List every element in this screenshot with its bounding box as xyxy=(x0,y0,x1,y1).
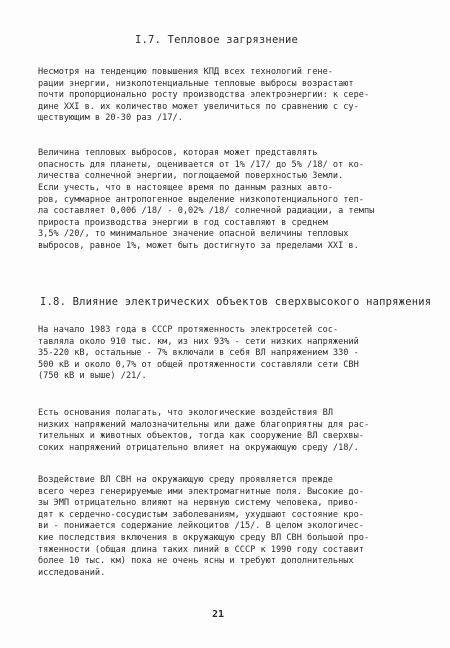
section-heading: I.7. Тепловое загрязнение xyxy=(135,34,299,46)
text-line: 3,5% /20/, то минимальное значение опасной величины тепловых xyxy=(38,229,349,240)
text-line: дине XXI в. их количество может увеличиться по сравнению с су- xyxy=(38,101,359,112)
page-number: 21 xyxy=(212,609,225,620)
text-line: низких напряжений малозначительны или даже благоприятны для рас- xyxy=(38,419,370,430)
text-line: прироста производства энергии в год составляют в среднем xyxy=(38,217,328,228)
text-line: Несмотря на тенденцию повышения КПД всех технологий гене- xyxy=(38,67,333,77)
text-line: ви - понижается содержание лейкоцитов /15/. В целом экологичес- xyxy=(38,521,364,532)
text-line: ществующим в 20-30 раз /17/. xyxy=(38,113,183,124)
text-line: На начало 1983 года в СССР протяженность электросетей сос- xyxy=(38,325,339,335)
text-line: личества солнечной энергии, поглощаемой поверхностью Земли. xyxy=(38,171,344,182)
text-line: ров, суммарное антропогенное выделение низкопотенциального теп- xyxy=(38,194,364,205)
text-line: кие последствия включения в окружающую среду ВЛ СВН большой про- xyxy=(38,532,370,543)
text-line: Величина тепловых выбросов, которая может представлять xyxy=(38,148,318,158)
subsection-heading: I.8. Влияние электрических объектов сверхвысокого напряжения xyxy=(40,296,432,308)
text-line: выбросов, равное 1%, может быть достигнуто за пределами XXI в. xyxy=(38,240,359,251)
text-line: тяженности (общая длина таких линий в СССР к 1990 году составит xyxy=(38,544,364,555)
text-line: Воздействие ВЛ СВН на окружающую среду проявляется прежде xyxy=(38,475,333,485)
text-line: более 10 тыс. км) пока не очень ясны и требуют дополнительных xyxy=(38,556,354,567)
text-line: (750 кВ и выше) /21/. xyxy=(38,371,147,382)
paragraph-tech-generation xyxy=(38,67,423,125)
text-line: почти пропорционально росту производства электроэнергии: к сере- xyxy=(38,90,370,101)
text-line: дят к сердечно-сосудистым заболеваниям, ухудшают состояние кро- xyxy=(38,509,364,520)
text-line: зы ЭМП отрицательно влияют на нервную систему человека, приво- xyxy=(38,498,359,509)
text-line: рации энергии, низкопотенциальные тепловые выбросы возрастают xyxy=(38,78,354,89)
text-line: Если учесть, что в настоящее время по данным разных авто- xyxy=(38,183,333,193)
text-line: опасность для планеты, оценивается от 1% /17/ до 5% /18/ от ко- xyxy=(38,159,364,170)
paragraph-anthropogenic-heat xyxy=(38,183,423,253)
text-line: ла составляет 0,006 /18/ - 0,02% /18/ солнечной радиации, а темпы xyxy=(38,206,375,217)
text-line: 500 кВ и около 0,7% от общей протяженности составляли сети СВН xyxy=(38,359,359,370)
paragraph-thermal-emissions xyxy=(38,148,423,183)
text-line: Есть основания полагать, что экологические воздействия ВЛ xyxy=(38,408,333,418)
text-line: тавляла около 910 тыс. км, из них 93% - сети низких напряжений xyxy=(38,336,359,347)
paragraph-emf-impact xyxy=(38,475,423,579)
paragraph-ecological-effects xyxy=(38,408,423,454)
text-line: 35-220 кВ, остальные - 7% включали в себя ВЛ напряжением 330 - xyxy=(38,348,359,359)
text-line: всего через генерируемые ими электромагнитные поля. Высокие до- xyxy=(38,486,364,497)
text-line: соких напряжений отрицательно влияет на окружающую среду /18/. xyxy=(38,442,359,453)
paragraph-power-grid xyxy=(38,325,423,383)
text-line: тительных и животных объектов, тогда как сооружение ВЛ сверхвы- xyxy=(38,431,364,442)
text-line: исследований. xyxy=(38,567,106,578)
